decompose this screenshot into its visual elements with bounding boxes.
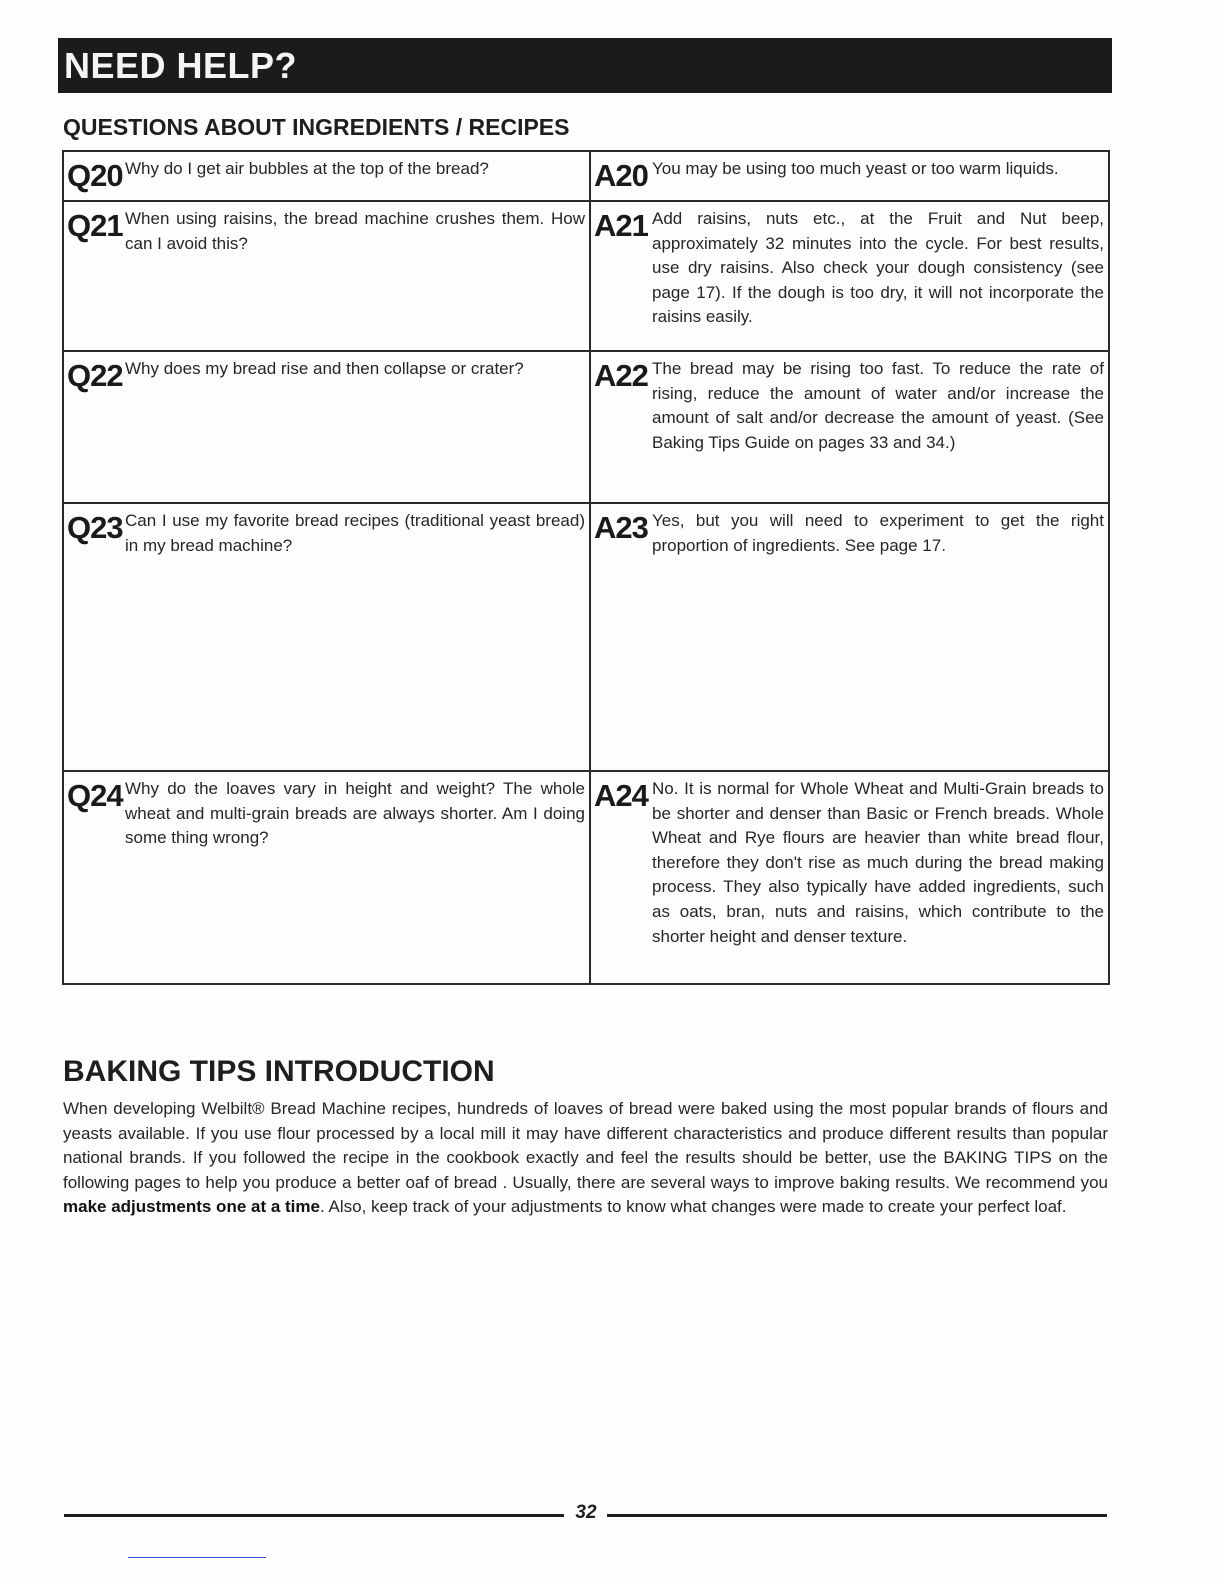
question-text: Why do the loaves vary in height and weight? The whole wheat and multi-grain breads are always shorter. Am I doing some thing wrong? bbox=[125, 779, 585, 848]
question-text: Can I use my favorite bread recipes (traditional yeast bread) in my bread machine? bbox=[125, 511, 585, 555]
answer-cell bbox=[590, 771, 1109, 984]
footer-rule-right bbox=[607, 1514, 1107, 1517]
page-banner: NEED HELP? bbox=[58, 38, 1112, 93]
answer-cell bbox=[590, 351, 1109, 503]
qa-row-q23 bbox=[63, 503, 1109, 771]
qa-row-q24 bbox=[63, 771, 1109, 984]
answer-cell bbox=[590, 201, 1109, 351]
baking-tips-text-part2: . Also, keep track of your adjustments to know what changes were made to create your perfect loaf. bbox=[319, 1197, 1067, 1216]
baking-tips-text-part1: When developing Welbilt® Bread Machine recipes, hundreds of loaves of bread were baked using the most popular brands of flours and yeasts available. If you use flour processed by a local mill it may have different characteristics and produce different results than popular national brands. If you followed the recipe in the cookbook exactly and feel the results should be better, use the BAKING TIPS on the following pages to help you produce a better oaf of bread . Usually, there are several ways to improve baking results. We recommend you bbox=[63, 1099, 1108, 1192]
answer-number: A24 bbox=[594, 778, 648, 813]
answer-cell bbox=[590, 503, 1109, 771]
question-cell bbox=[63, 201, 590, 351]
link-underline bbox=[128, 1557, 266, 1558]
qa-row-q20 bbox=[63, 151, 1109, 201]
baking-tips-title: BAKING TIPS INTRODUCTION bbox=[63, 1055, 495, 1088]
answer-text: No. It is normal for Whole Wheat and Multi-Grain breads to be shorter and denser than Basic or French breads. Whole Wheat and Rye flours are heavier than white bread flour, therefore they don't rise as much during the bread making process. They also typically have added ingredients, such as oats, bran, nuts and raisins, which contribute to the shorter height and denser texture. bbox=[652, 779, 1104, 946]
question-number: Q21 bbox=[67, 208, 123, 243]
question-number: Q23 bbox=[67, 510, 123, 545]
page-number: 32 bbox=[575, 1502, 597, 1523]
answer-text: The bread may be rising too fast. To reduce the rate of rising, reduce the amount of water and/or increase the amount of salt and/or decrease the amount of yeast. (See Baking Tips Guide on pages 33 and 34.) bbox=[652, 359, 1104, 452]
answer-number: A20 bbox=[594, 158, 648, 193]
answer-text: Add raisins, nuts etc., at the Fruit and Nut beep, approximately 32 minutes into the cycle. For best results, use dry raisins. Also check your dough consistency (see page 17). If the dough is too dry, it will not incorporate the raisins easily. bbox=[652, 209, 1104, 327]
question-text: Why does my bread rise and then collapse or crater? bbox=[125, 359, 524, 378]
question-cell bbox=[63, 351, 590, 503]
qa-table bbox=[62, 150, 1110, 985]
baking-tips-bold-text: make adjustments one at a time bbox=[63, 1197, 320, 1216]
answer-number: A21 bbox=[594, 208, 648, 243]
footer-rule-left bbox=[64, 1514, 564, 1517]
question-text: When using raisins, the bread machine crushes them. How can I avoid this? bbox=[125, 209, 585, 253]
question-cell bbox=[63, 503, 590, 771]
question-number: Q22 bbox=[67, 358, 123, 393]
question-number: Q24 bbox=[67, 778, 123, 813]
answer-number: A22 bbox=[594, 358, 648, 393]
answer-number: A23 bbox=[594, 510, 648, 545]
baking-tips-paragraph bbox=[63, 1097, 1108, 1220]
question-text: Why do I get air bubbles at the top of the bread? bbox=[125, 159, 489, 178]
question-cell bbox=[63, 771, 590, 984]
answer-text: Yes, but you will need to experiment to get the right proportion of ingredients. See page 17. bbox=[652, 511, 1104, 555]
answer-text: You may be using too much yeast or too warm liquids. bbox=[652, 159, 1059, 178]
question-number: Q20 bbox=[67, 158, 123, 193]
qa-row-q22 bbox=[63, 351, 1109, 503]
answer-cell bbox=[590, 151, 1109, 201]
section-title: QUESTIONS ABOUT INGREDIENTS / RECIPES bbox=[63, 114, 570, 140]
qa-row-q21 bbox=[63, 201, 1109, 351]
question-cell bbox=[63, 151, 590, 201]
